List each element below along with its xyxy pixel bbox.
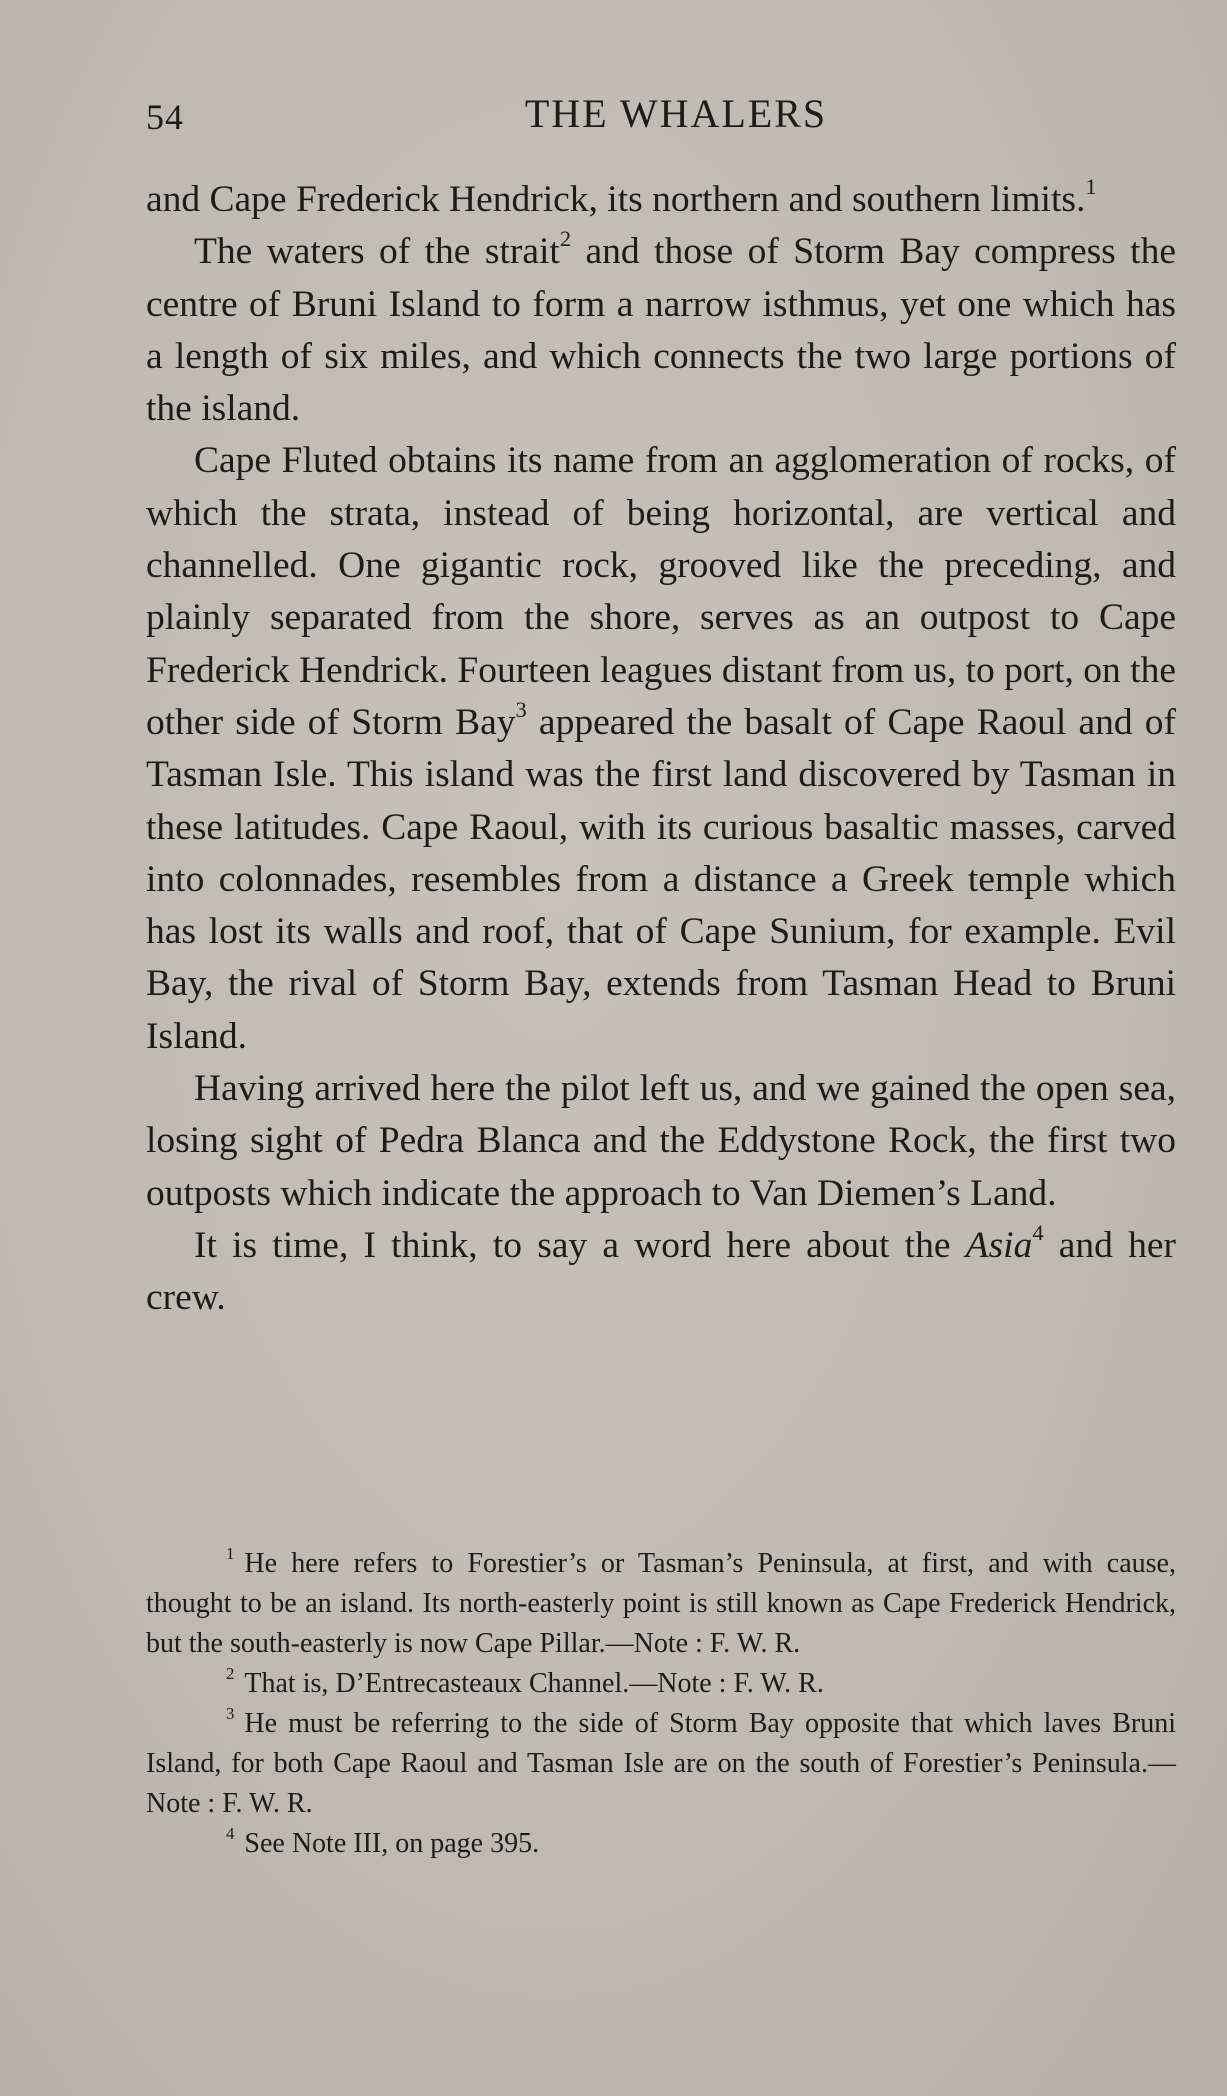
footnote-1: $^1$ He here refers to Forestier’s or Tasman’s Peninsula, at first, and with cause, thought to be an island. Its north-easterly point is still known as Cape Frederick Hendrick, but the south-easterly is now Cape Pillar.—Note : F. W. R. (146, 1544, 1176, 1659)
paragraph-2 (146, 226, 1176, 435)
running-head (146, 90, 1176, 150)
footnotes (146, 1544, 1176, 1864)
paragraph-5-text-b: and her crew. (146, 1224, 1176, 1319)
footnote-3: $^3$ He must be referring to the side of Storm Bay opposite that which laves Bruni Island, for both Cape Raoul and Tasman Isle are on the south of Forestier’s Peninsula.—Note : F. W. R. (146, 1704, 1176, 1819)
paragraph-1-text: and Cape Frederick Hendrick, its northern and southern limits. (146, 179, 1086, 220)
paragraph-4: Having arrived here the pilot left us, and we gained the open sea, losing sight of Pedra Blanca and the Eddystone Rock, the first two outposts which indicate the approach to Van Diemen’s Land. (146, 1068, 1176, 1214)
footnote-text: See Note III, on page 395. (244, 1828, 540, 1859)
paragraph-2-text-a: The waters of the strait (194, 231, 560, 273)
footnote-text: He must be referring to the side of Storm Bay opposite that which laves Bruni Island, for both Cape Raoul and Tasman Isle are on the south of Forestier’s Peninsula.—Note : F. W. R. (146, 1708, 1176, 1819)
paragraph-3-text-a: Cape Fluted obtains its name from an agglomeration of rocks, of which the strata, instead of being horizontal, are vertical and channelled. One gigantic rock, grooved like the preceding, and plainly separated from the shore, serves as an outpost to Cape Frederick Hendrick. Fourteen leagues distant from us, to port, on the other side of Storm Bay (146, 440, 1176, 743)
footnote-2: $^2$ That is, D’Entrecasteaux Channel.—Note : F. W. R. (226, 1664, 824, 1699)
paragraph-1 (146, 174, 1176, 226)
paragraph-5-text-a: It is time, I think, to say a word here about the (194, 1224, 966, 1266)
page-number: 54 (146, 97, 184, 137)
footnote-ref-1: 1 (1085, 174, 1097, 200)
footnote-ref-4: 4 (1032, 1220, 1044, 1246)
footnote-4: $^4$ See Note III, on page 395. (226, 1824, 540, 1859)
footnote-text: He here refers to Forestier’s or Tasman’s Peninsula, at first, and with cause, thought to be an island. Its north-easterly point is still known as Cape Frederick Hendrick, but the south-easterly is now Cape Pillar.—Note : F. W. R. (146, 1548, 1176, 1659)
ship-name: Asia (965, 1224, 1033, 1266)
footnote-ref-2: 2 (559, 226, 572, 252)
footnote-text: That is, D’Entrecasteaux Channel.—Note : F. W. R. (244, 1668, 824, 1699)
paragraph-3 (146, 435, 1176, 1063)
paragraph-3-text-b: appeared the basalt of Cape Raoul and of Tasman Isle. This island was the first land discovered by Tasman in these latitudes. Cape Raoul, with its curious basaltic masses, carved into colonnades, resembles from a distance a Greek temple which has lost its walls and roof, that of Cape Sunium, for example. Evil Bay, the rival of Storm Bay, extends from Tasman Head to Bruni Island. (146, 701, 1176, 1057)
footnote-ref-3: 3 (515, 697, 527, 723)
paragraph-2-text-b: and those of Storm Bay compress the centre of Bruni Island to form a narrow isthmus, yet one which has a length of six miles, and which connects the two large portions of the island. (146, 231, 1176, 430)
paragraph-5 (146, 1220, 1176, 1325)
body-text (146, 174, 1176, 1325)
running-title: THE WHALERS (524, 91, 828, 136)
